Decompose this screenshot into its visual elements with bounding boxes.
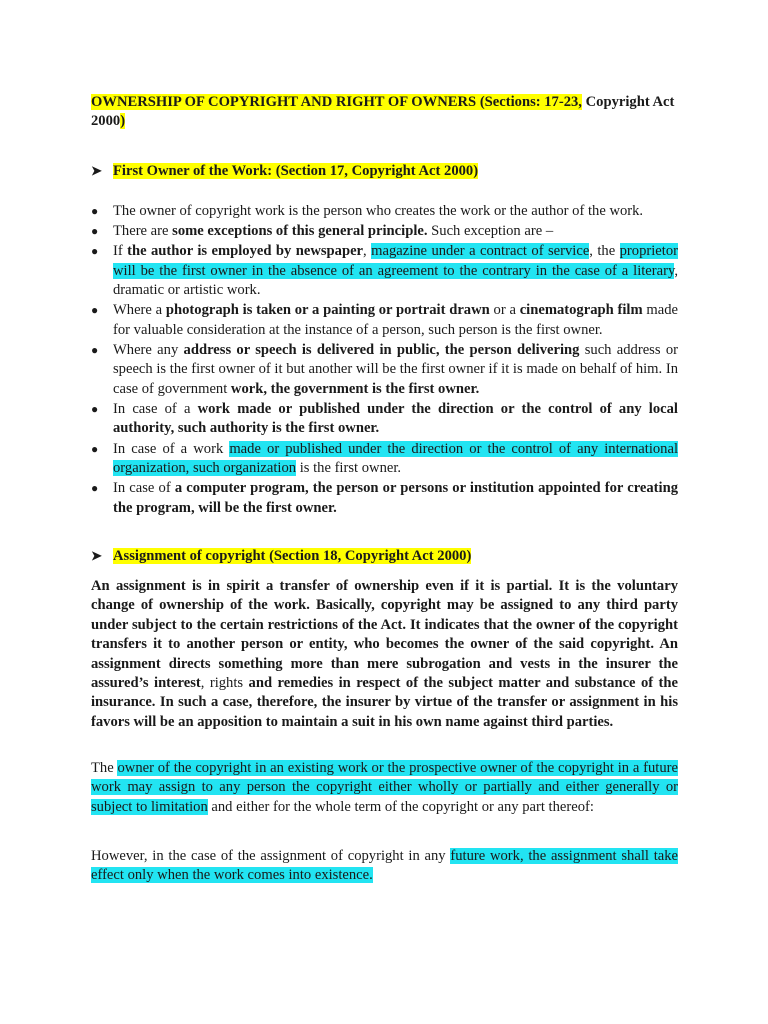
list-item-text: Such exception are – xyxy=(427,223,554,240)
list-item-text: In case of a xyxy=(113,401,198,418)
bullet-dot-icon: ● xyxy=(91,343,99,358)
paragraph-highlight: future work, the assignment shall take effect only when the work comes into existence. xyxy=(91,848,679,884)
arrow-bullet-icon: ➤ xyxy=(91,163,102,178)
list-item-text: , xyxy=(363,243,372,260)
assignment-owner-paragraph xyxy=(91,759,678,817)
bullet-dot-icon: ● xyxy=(91,303,99,318)
list-item-text: is the first owner. xyxy=(296,460,402,477)
paragraph-text: The xyxy=(91,760,118,776)
paragraph-text: , rights xyxy=(200,675,249,692)
list-item xyxy=(91,479,678,518)
list-item-text: , the xyxy=(589,243,620,260)
first-owner-bullet-list xyxy=(91,202,678,519)
list-item xyxy=(91,400,678,439)
list-item-text: or a xyxy=(489,302,520,319)
section-heading-assignment xyxy=(91,546,678,566)
list-item-text: made for valuable consideration at the instance of a person, such person is the first owner. xyxy=(113,302,678,338)
bullet-dot-icon: ● xyxy=(91,402,99,417)
list-item xyxy=(91,222,678,241)
list-item-highlight: magazine under a contract of service xyxy=(371,243,590,260)
list-item xyxy=(91,301,678,340)
bullet-dot-icon: ● xyxy=(91,224,99,239)
paragraph-text: and either for the whole term of the copyright or any part thereof: xyxy=(207,798,594,815)
list-item-bold: work made or published under the direction or the control of any local authority, such authority is the first owner. xyxy=(113,401,678,437)
bullet-dot-icon: ● xyxy=(91,481,99,496)
list-item-text: Where any xyxy=(113,342,184,359)
list-item-text: In case of xyxy=(113,480,175,497)
list-item-bold: address or speech is delivered in public, the person delivering xyxy=(183,342,580,359)
list-item xyxy=(91,341,678,399)
title-act: Copyright Act 2000 xyxy=(91,94,675,130)
list-item-bold: a computer program, the person or persons or institution appointed for creating the program, will be the first owner. xyxy=(113,480,679,516)
list-item-bold: cinematograph film xyxy=(519,302,643,319)
title-highlight: OWNERSHIP OF COPYRIGHT AND RIGHT OF OWNERS (Sections: 17-23, xyxy=(91,94,582,110)
list-item-text: Where a xyxy=(113,302,166,319)
paragraph-highlight: owner of the copyright in an existing work or the prospective owner of the copyright in a future work may assign to any person the copyright either wholly or partially and either generally or subject to limitation xyxy=(91,760,678,815)
bullet-dot-icon: ● xyxy=(91,204,99,218)
paragraph-bold-text: An assignment is in spirit a transfer of ownership even if it is partial. It is the voluntary change of ownership of the work. Basically, copyright may be assigned to any third party under subject to the certain restrictions of the Act. It indicates that the owner of the copyright transfers it to another person or entity, who becomes the owner of the said copyright. An assignment directs something more than mere subrogation and vests in the insurer the assured’s interest xyxy=(91,578,678,692)
list-item-highlight: made or published under the direction or the control of any international organization, such organization xyxy=(113,440,679,477)
list-item-bold: photograph is taken or a painting or portrait drawn xyxy=(165,302,490,319)
title-close: ) xyxy=(120,113,126,130)
list-item-highlight: proprietor will be the first owner in the absence of an agreement to the contrary in the case of a literary xyxy=(113,243,678,279)
bullet-dot-icon: ● xyxy=(91,441,99,456)
list-item-bold: the author is employed by newspaper xyxy=(127,243,364,260)
list-item-bold: work, the government is the first owner. xyxy=(230,380,480,397)
list-item-text: There are xyxy=(113,223,173,240)
list-item-text: , dramatic or artistic work. xyxy=(113,262,678,299)
list-item-text: In case of a work xyxy=(113,440,230,457)
paragraph-text: However, in the case of the assignment of copyright in any xyxy=(91,848,451,864)
list-item-text: The owner of copyright work is the person who creates the work or the author of the work. xyxy=(113,203,644,219)
assignment-paragraph xyxy=(91,577,678,732)
section-heading-text: First Owner of the Work: (Section 17, Copyright Act 2000) xyxy=(113,163,479,179)
list-item xyxy=(91,202,678,221)
arrow-bullet-icon: ➤ xyxy=(91,548,102,563)
list-item-text: If xyxy=(113,243,128,260)
paragraph-bold-text: and remedies in respect of the subject matter and substance of the insurance. In such a case, therefore, the insurer by virtue of the transfer or assignment in his favors will be an apposition to maintain a suit in his own name against third parties. xyxy=(91,675,679,730)
list-item-bold: some exceptions of this general principle. xyxy=(172,223,428,240)
list-item xyxy=(91,440,678,479)
section-heading-first-owner xyxy=(91,161,678,181)
document-title xyxy=(91,93,678,132)
bullet-dot-icon: ● xyxy=(91,244,99,259)
future-work-paragraph xyxy=(91,847,678,886)
list-item-text: such address or speech is the first owner of it but another will be the first owner if it is made on behalf of him. In case of government xyxy=(113,342,678,397)
section-heading-text: Assignment of copyright (Section 18, Copyright Act 2000) xyxy=(113,548,472,564)
list-item xyxy=(91,242,678,300)
